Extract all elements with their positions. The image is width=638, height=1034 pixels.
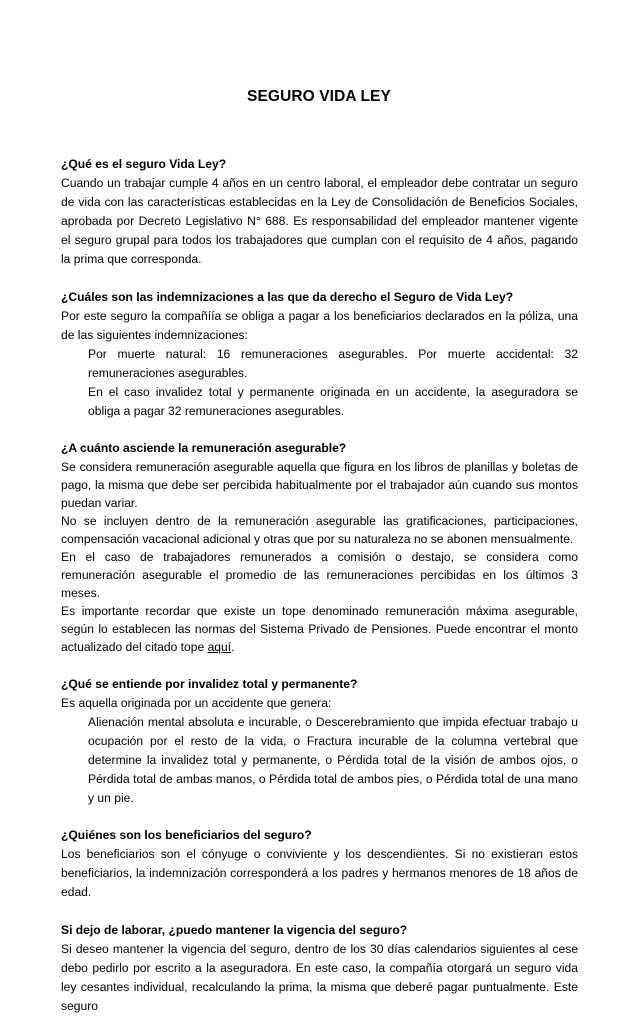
section-paragraph-with-link — [61, 602, 578, 656]
section-heading: ¿Qué se entiende por invalidez total y permanente? — [61, 676, 358, 691]
document-body — [61, 155, 578, 1034]
section-paragraph: En el caso de trabajadores remunerados a comisión o destajo, se considera como remuneración asegurable el promedio de las remuneraciones percibidas en los últimos 3 meses. — [61, 550, 578, 600]
list-item: Por muerte natural: 16 remuneraciones asegurables. Por muerte accidental: 32 remuneraciones asegurables. — [88, 346, 578, 380]
section-heading: Si dejo de laborar, ¿puedo mantener la vigencia del seguro? — [61, 922, 408, 937]
paragraph-text: Es importante recordar que existe un tope denominado remuneración máxima asegurable, según lo establecen las normas del Sistema Privado de Pensiones. Puede encontrar el monto actualizado del citado tope — [61, 604, 578, 654]
section-heading: ¿A cuánto asciende la remuneración asegurable? — [61, 441, 347, 455]
section-disability — [61, 675, 578, 808]
here-link[interactable]: aquí — [207, 640, 232, 654]
section-heading: ¿Quiénes son los beneficiarios del seguro? — [61, 828, 312, 842]
section-what-is — [61, 155, 578, 269]
list-item: En el caso invalidez total y permanente originada en un accidente, la aseguradora se obliga a pagar 32 remuneraciones asegurables. — [88, 384, 578, 418]
section-heading: ¿Cuáles son las indemnizaciones a las que da derecho el Seguro de Vida Ley? — [61, 289, 514, 304]
section-paragraph: No se incluyen dentro de la remuneración asegurable las gratificaciones, participaciones, compensación vacacional adicional y otras que por su naturaleza no se abonen mensualmente. — [61, 514, 578, 546]
section-keep-coverage — [61, 921, 578, 1016]
section-insurable-remuneration — [61, 439, 578, 656]
section-heading: ¿Qué es el seguro Vida Ley? — [61, 157, 227, 171]
section-paragraph: Si deseo mantener la vigencia del seguro, dentro de los 30 días calendarios siguientes al cese debo pedirlo por escrito a la aseguradora. En este caso, la compañía otorgará un seguro vida ley cesantes individual, recalculando la prima, la misma que deberé pagar puntualmente. Este seguro — [61, 941, 578, 1013]
paragraph-end: . — [231, 640, 235, 654]
section-paragraph: Se considera remuneración asegurable aquella que figura en los libros de planillas y boletas de pago, la misma que debe ser percibida habitualmente por el trabajador aún cuando sus montos puedan variar. — [61, 460, 578, 510]
section-paragraph: Cuando un trabajar cumple 4 años en un centro laboral, el empleador debe contratar un seguro de vida con las características establecidas en la Ley de Consolidación de Beneficios Sociales, aprobada por Decreto Legislativo N° 688. Es responsabilidad del empleador mantener vigente el seguro grupal para todos los trabajadores que cumplan con el requisito de 4 años, pagando la prima que corresponda. — [61, 176, 578, 266]
section-paragraph: Por este seguro la compañíía se obliga a pagar a los beneficiarios declarados en la póliza, una de las siguientes indemnizaciones: — [61, 308, 578, 342]
list-item: Alienación mental absoluta e incurable, o Descerebramiento que impida efectuar trabajo u ocupación por el resto de la vida, o Fractura incurable de la columna vertebral que determine la invalidez total y permanente, o Pérdida total de la visión de ambos ojos, o Pérdida total de ambas manos, o Pérdida total de ambos pies, o Pérdida total de una mano y un pie. — [88, 714, 578, 805]
section-beneficiaries — [61, 826, 578, 902]
page-title: SEGURO VIDA LEY — [247, 88, 391, 105]
section-paragraph: Los beneficiarios son el cónyuge o conviviente y los descendientes. Si no existieran estos beneficiarios, la indemnización corresponderá a los padres y hermanos menores de 18 años de edad. — [61, 847, 578, 899]
section-paragraph: Es aquella originada por un accidente que genera: — [61, 695, 332, 710]
section-indemnities — [61, 288, 578, 421]
